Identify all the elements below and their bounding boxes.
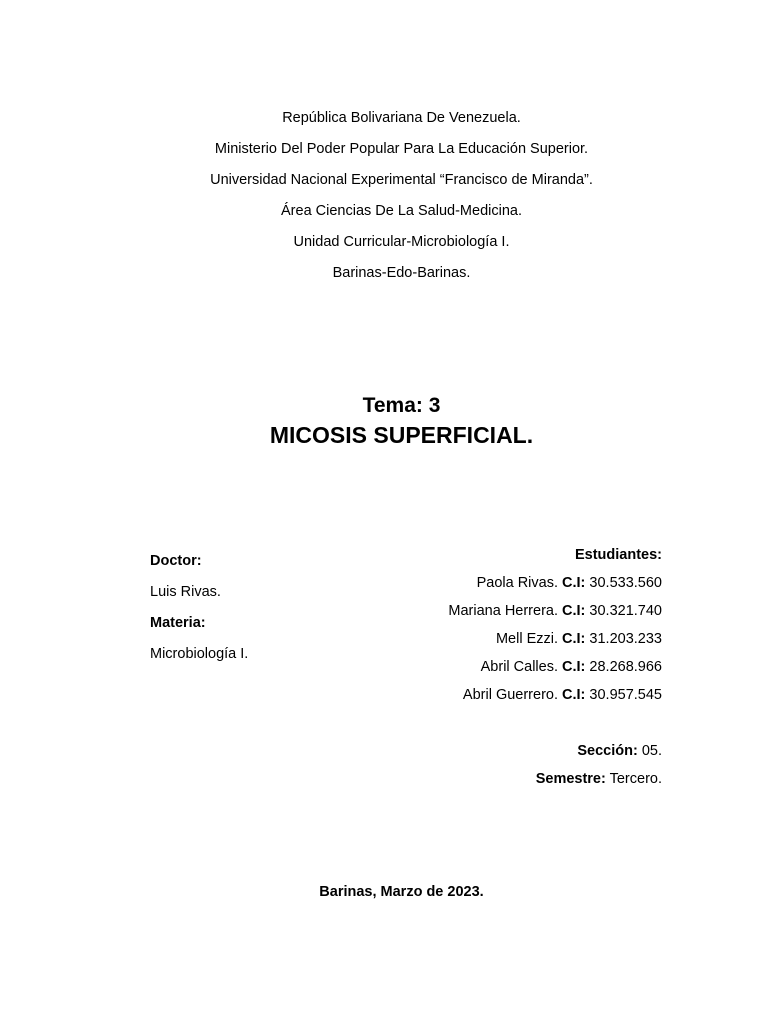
document-title: MICOSIS SUPERFICIAL. [269, 422, 534, 448]
student-ci: 30.533.560 [589, 575, 662, 591]
ci-label: C.I: [562, 575, 586, 591]
student-ci: 30.957.545 [589, 687, 662, 703]
student-ci: 28.268.966 [589, 659, 662, 675]
materia-label: Materia: [150, 615, 206, 631]
student-name: Mell Ezzi. [495, 631, 558, 647]
seccion-value: 05. [641, 743, 662, 759]
seccion-row [448, 740, 662, 768]
semestre-label: Semestre: [535, 771, 606, 787]
students-info [448, 544, 662, 796]
students-label: Estudiantes: [574, 547, 662, 563]
header-line-country: República Bolivariana De Venezuela. [282, 110, 521, 126]
header-line-ministry: Ministerio Del Poder Popular Para La Educación Superior. [214, 141, 589, 157]
student-name: Abril Calles. [480, 659, 558, 675]
topic-number: Tema: 3 [362, 394, 441, 417]
student-ci: 30.321.740 [589, 603, 662, 619]
doctor-name: Luis Rivas. [150, 584, 221, 600]
semestre-value: Tercero. [609, 771, 662, 787]
title-block [0, 392, 768, 450]
ci-label: C.I: [562, 603, 586, 619]
semestre-row [448, 768, 662, 796]
student-row [448, 656, 662, 684]
header-line-course: Unidad Curricular-Microbiología I. [293, 234, 510, 250]
ci-label: C.I: [562, 659, 586, 675]
ci-label: C.I: [562, 687, 586, 703]
student-ci: 31.203.233 [589, 631, 662, 647]
student-row [448, 572, 662, 600]
student-row [448, 628, 662, 656]
student-row [448, 600, 662, 628]
header-line-location: Barinas-Edo-Barinas. [332, 265, 471, 281]
ci-label: C.I: [562, 631, 586, 647]
student-row [448, 684, 662, 712]
teacher-info [150, 550, 248, 674]
student-name: Abril Guerrero. [462, 687, 558, 703]
header-line-area: Área Ciencias De La Salud-Medicina. [281, 203, 522, 219]
header-line-university: Universidad Nacional Experimental “Francisco de Miranda”. [210, 172, 593, 188]
doctor-label: Doctor: [150, 553, 202, 569]
materia-name: Microbiología I. [150, 646, 249, 662]
spacer [448, 712, 662, 740]
place-and-date: Barinas, Marzo de 2023. [319, 884, 484, 900]
student-name: Paola Rivas. [476, 575, 558, 591]
institution-header [0, 108, 768, 294]
student-name: Mariana Herrera. [448, 603, 558, 619]
seccion-label: Sección: [577, 743, 638, 759]
